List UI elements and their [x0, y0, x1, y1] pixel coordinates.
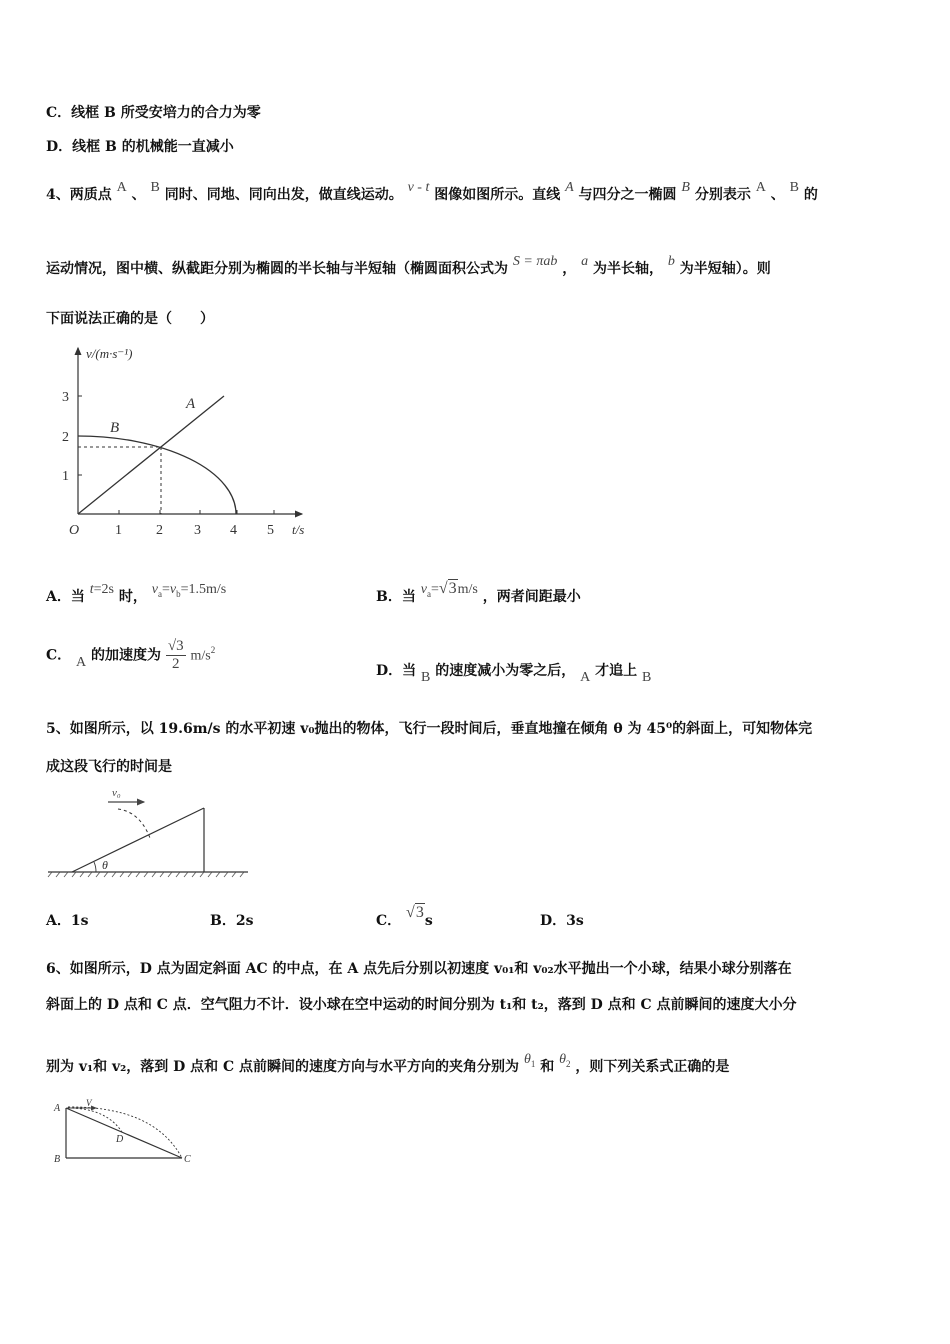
v0-label: v₀ [112, 787, 121, 799]
q6-math-theta2: θ [559, 1052, 566, 1067]
opt-text: 的速度减小为零之后， [435, 663, 576, 679]
q4-text: 同时、同地、同向出发，做直线运动。 [164, 187, 403, 203]
opt-text: C． [46, 647, 72, 664]
q5-incline-figure [44, 782, 254, 882]
point-b-label: B [54, 1154, 61, 1165]
q4-text: 为半短轴）。则 [679, 261, 771, 277]
opt-math: a [157, 589, 162, 599]
opt-text: B．当 [376, 589, 416, 605]
opt-sqrt: √3 [406, 904, 424, 921]
y-tick-label: 2 [62, 430, 69, 445]
opt-math: v [151, 582, 158, 597]
q6-text: ，则下列关系式正确的是 [575, 1059, 730, 1075]
ground-hatch [48, 872, 244, 877]
opt-math: =2s [93, 582, 114, 597]
opt-fraction [166, 638, 186, 673]
q5-line-1: 5、如图所示，以 19.6m/s 的水平初速 v₀抛出的物体，飞行一段时间后，垂直地撞在倾角 θ 为 45⁰的斜面上，可知物体完 [46, 721, 813, 737]
q6-line-1: 6、如图所示，D 点为固定斜面 AC 的中点，在 A 点先后分别以初速度 v₀₁和 v₀₂水平抛出一个小球，结果小球分别落在 [46, 961, 792, 977]
q4-line-3: 下面说法正确的是（ ） [46, 311, 214, 327]
opt-text: 的加速度为 [91, 647, 162, 664]
q5-line-2: 成这段飞行的时间是 [46, 759, 172, 775]
q4-option-b [376, 580, 581, 606]
theta-label: θ [102, 858, 108, 872]
q4-math-b-axis: b [667, 254, 675, 269]
opt-math: b [176, 589, 181, 599]
incline-surface [72, 808, 204, 872]
theta-arc [94, 862, 96, 872]
q3-option-c: C．线框 B 所受安培力的合力为零 [46, 105, 261, 121]
q5-option-a: A．1s [46, 913, 89, 929]
q5-option-b: B．2s [210, 913, 254, 929]
slope-ac [66, 1108, 182, 1158]
q4-text: 分别表示 [694, 187, 751, 203]
x-tick-label: 4 [230, 523, 237, 538]
q4-math-b: B [150, 180, 160, 195]
q4-text: 4、两质点 [46, 187, 112, 203]
q6-math-theta1: θ [523, 1052, 531, 1067]
curve-a-label: A [186, 396, 196, 412]
opt-math: B [641, 670, 652, 685]
q6-line-2: 斜面上的 D 点和 C 点．空气阻力不计．设小球在空中运动的时间分别为 t₁和 t₂，落到 D 点和 C 点前瞬间的速度大小分 [46, 997, 797, 1013]
q4-math-vt: v - t [407, 180, 430, 195]
opt-math: v [169, 582, 177, 597]
q6-text: 和 [540, 1059, 555, 1075]
velocity-label: V [86, 1098, 92, 1108]
opt-math: 3 [415, 904, 424, 921]
projectile-path [118, 809, 150, 838]
point-c-label: C [184, 1154, 191, 1165]
y-axis-label: v/(m·s⁻¹) [86, 346, 133, 361]
q4-line-2 [46, 254, 771, 278]
opt-text: s [424, 913, 433, 929]
y-tick-label: 3 [62, 390, 69, 405]
q6-math: 2 [565, 1059, 571, 1069]
q4-text: 、 [131, 187, 146, 203]
q4-text: ， [562, 261, 577, 277]
opt-math: 3 [448, 580, 457, 597]
opt-math: t [89, 582, 94, 597]
line-a [78, 396, 224, 514]
q4-option-a [46, 582, 227, 606]
curve-b-label: B [110, 420, 120, 436]
x-tick-label: 1 [115, 523, 122, 538]
ellipse-b [78, 436, 236, 514]
opt-text: 才追上 [595, 663, 638, 679]
opt-text: D．当 [376, 663, 417, 679]
x-axis-label: t/s [292, 522, 305, 537]
opt-math: A [76, 654, 87, 670]
frac-num: √3 [167, 638, 184, 654]
q4-option-d [376, 660, 652, 685]
opt-math: 2 [210, 644, 216, 655]
opt-text: ，两者间距最小 [482, 589, 581, 605]
opt-math: A [580, 670, 591, 685]
opt-sqrt: √3 [438, 580, 457, 597]
q4-text: 运动情况，图中横、纵截距分别为椭圆的半长轴与半短轴（椭圆面积公式为 [46, 261, 508, 277]
q4-text: 的 [803, 187, 818, 203]
opt-text: A．当 [46, 589, 85, 605]
opt-math: v [420, 582, 427, 597]
opt-math: a [426, 589, 431, 599]
q4-math-a-axis: a [581, 254, 589, 269]
opt-math: B [421, 670, 431, 685]
frac-den: 2 [172, 656, 180, 672]
opt-math: =1.5m/s [180, 582, 227, 597]
q4-line-1 [46, 180, 818, 204]
q4-text: 、 [770, 187, 785, 203]
q4-math-b: B [681, 180, 690, 195]
point-a-label: A [54, 1103, 61, 1114]
opt-text: C． [376, 913, 402, 929]
q4-vt-graph [40, 338, 330, 548]
opt-text: 时， [118, 589, 147, 605]
q4-math-b: B [789, 180, 799, 195]
q4-math-a: A [116, 180, 127, 195]
q4-math-a: A [565, 180, 574, 195]
x-tick-label: 2 [156, 523, 163, 538]
x-tick-label: 5 [267, 523, 274, 538]
opt-math: m/s [190, 648, 211, 664]
q4-text: 图像如图所示。直线 [434, 187, 561, 203]
opt-math: m/s [457, 582, 478, 597]
y-tick-label: 1 [62, 469, 69, 484]
q6-slope-figure [50, 1094, 210, 1174]
q6-line-3 [46, 1052, 730, 1076]
q4-math-a: A [755, 180, 766, 195]
point-d-label: D [116, 1134, 124, 1145]
q4-text: 为半长轴， [592, 261, 663, 277]
q4-text: 与四分之一椭圆 [578, 187, 677, 203]
q5-option-d: D．3s [540, 913, 584, 929]
q6-text: 别为 v₁和 v₂，落到 D 点和 C 点前瞬间的速度方向与水平方向的夹角分别为 [46, 1059, 520, 1075]
q3-option-d: D．线框 B 的机械能一直减小 [46, 139, 234, 155]
q4-area-formula: S = πab [512, 254, 558, 269]
q6-math: 1 [530, 1059, 536, 1069]
q4-option-c [46, 638, 215, 673]
opt-math: = [430, 582, 439, 597]
q5-option-c [376, 902, 433, 929]
origin-label: O [69, 523, 80, 538]
x-tick-label: 3 [194, 523, 201, 538]
opt-math: = [161, 582, 170, 597]
